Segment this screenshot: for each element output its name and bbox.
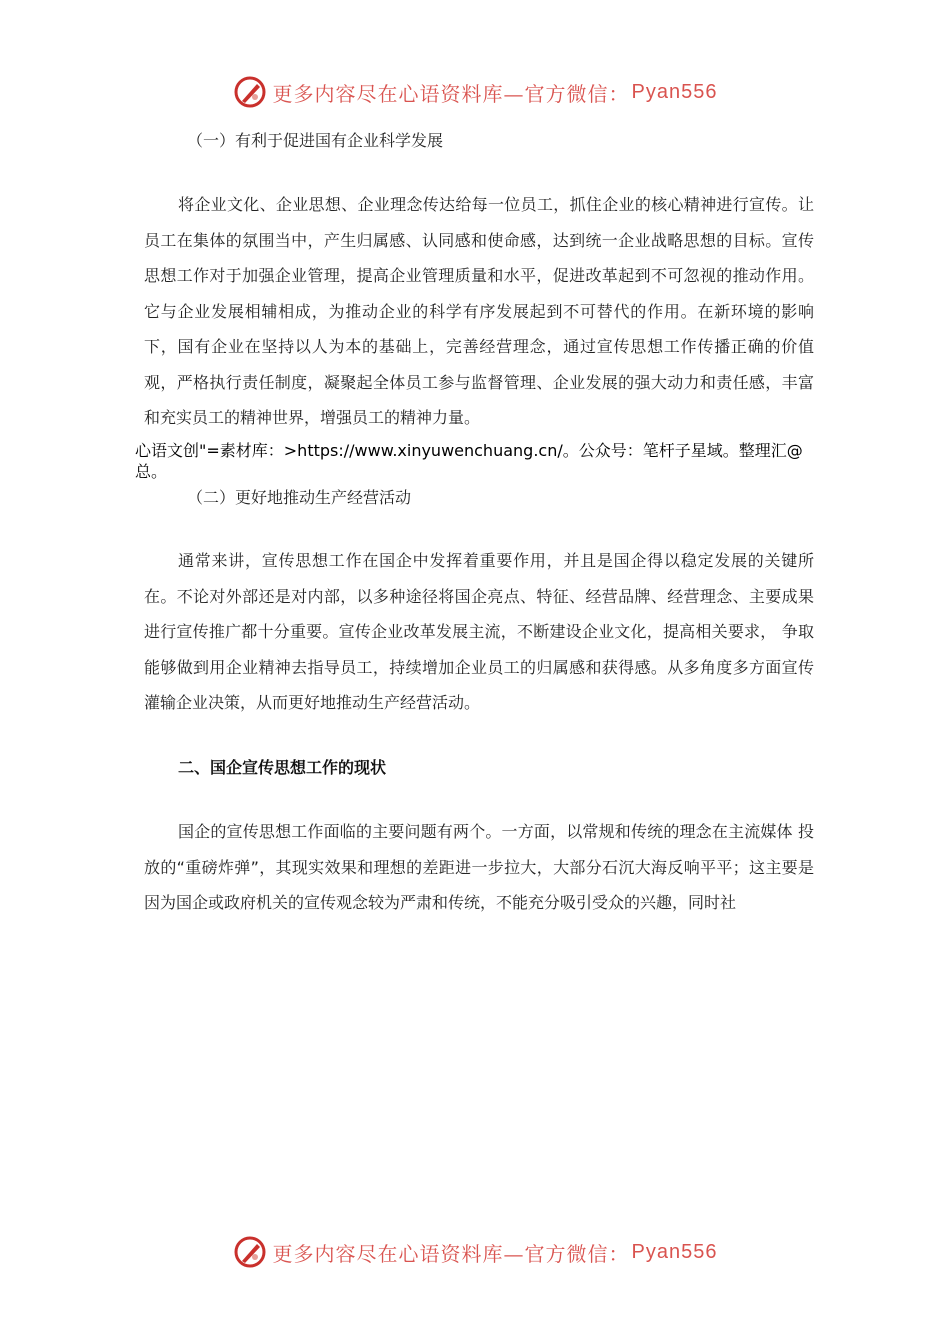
subheading-2: （二）更好地推动生产经营活动 xyxy=(187,488,412,507)
paragraph-2 xyxy=(144,543,814,721)
watermark-wechat-id: Pyan556 xyxy=(631,1240,718,1263)
paragraph-1 xyxy=(144,187,814,436)
watermark-text: 更多内容尽在心语资料库—官方微信： xyxy=(272,1241,630,1266)
pen-logo-icon xyxy=(233,75,267,109)
watermark-wechat-id: Pyan556 xyxy=(631,80,718,103)
paragraph-3 xyxy=(144,814,814,921)
paragraph-3-text: 国企的宣传思想工作面临的主要问题有两个。一方面，以常规和传统的理念在主流媒体 投放的“重磅炸弹”，其现实效果和理想的差距进一步拉大，大部分石沉大海反响平平；这主要是因为国企或政府机关的宣传观念较为严肃和传统，不能充分吸引受众的兴趣，同时社 xyxy=(144,822,814,912)
paragraph-2-text: 通常来讲，宣传思想工作在国企中发挥着重要作用，并且是国企得以稳定发展的关键所在。不论对外部还是对内部，以多种途径将国企亮点、特征、经营品牌、经营理念、主要成果进行宣传推广都十分重要。宣传企业改革发展主流，不断建设企业文化，提高相关要求， 争取能够做到用企业精神去指导员工，持续增加企业员工的归属感和获得感。从多角度多方面宣传灌输企业决策，从而更好地推动生产经营活动。 xyxy=(144,551,814,712)
watermark-header xyxy=(0,72,950,112)
inserted-source-note: 心语文创"=素材库：>https://www.xinyuwenchuang.cn/。公众号：笔杆子星域。整理汇@总。 xyxy=(135,441,803,481)
paragraph-1-text: 将企业文化、企业思想、企业理念传达给每一位员工，抓住企业的核心精神进行宣传。让员工在集体的氛围当中，产生归属感、认同感和使命感，达到统一企业战略思想的目标。宣传思想工作对于加强企业管理，提高企业管理质量和水平，促进改革起到不可忽视的推动作用。它与企业发展相辅相成，为推动企业的科学有序发展起到不可替代的作用。在新环境的影响下，国有企业在坚持以人为本的基础上，完善经营理念，通过宣传思想工作传播正确的价值观，严格执行责任制度，凝聚起全体员工参与监督管理、企业发展的强大动力和责任感，丰富和充实员工的精神世界，增强员工的精神力量。 xyxy=(144,195,814,427)
pen-logo-icon xyxy=(233,1235,267,1269)
heading-current-status: 二、国企宣传思想工作的现状 xyxy=(178,758,387,777)
watermark-footer xyxy=(0,1232,950,1272)
subheading-1: （一）有利于促进国有企业科学发展 xyxy=(187,131,444,150)
watermark-text: 更多内容尽在心语资料库—官方微信： xyxy=(272,81,630,106)
